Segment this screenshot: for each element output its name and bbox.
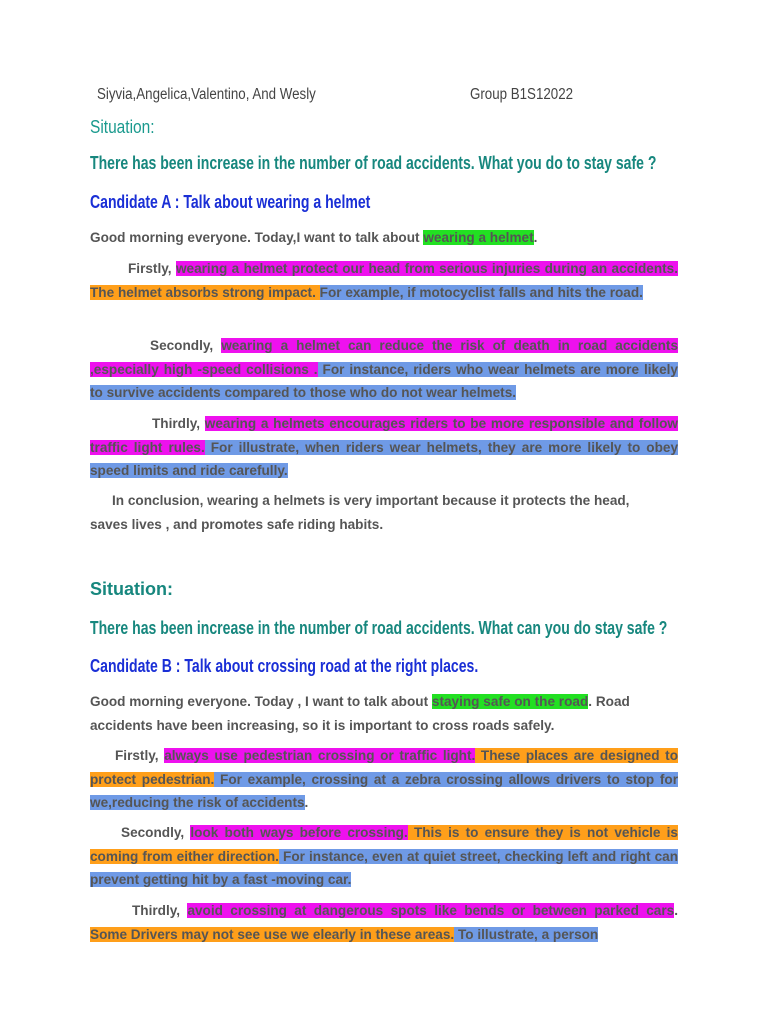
- intro-end: .: [533, 230, 538, 245]
- para-lead: Thirdly,: [152, 416, 205, 431]
- candidate-b-heading: Candidate B : Talk about crossing road at the right places.: [90, 656, 479, 676]
- main-point-highlight: avoid crossing at dangerous spots like bends or between parked cars: [187, 903, 675, 918]
- intro-highlight: staying safe on the road: [431, 694, 589, 709]
- firstly-paragraph-b: [90, 744, 678, 815]
- situation-question-b: There has been increase in the number of road accidents. What can you do stay safe ?: [90, 618, 668, 638]
- reason-highlight: The helmet absorbs strong impact.: [90, 284, 320, 300]
- firstly-paragraph-a: [90, 257, 678, 304]
- thirdly-paragraph-a: [90, 412, 678, 483]
- para-lead: Firstly,: [128, 261, 176, 276]
- reason-highlight: These places are designed to protect pedestrian.: [90, 748, 678, 787]
- intro-paragraph-a: [90, 226, 678, 250]
- intro-paragraph-b: [90, 690, 678, 737]
- main-point-highlight: wearing a helmet can reduce the risk of death in road accidents ,especially high -speed collisions .: [90, 338, 678, 377]
- para-lead: Secondly,: [121, 825, 191, 840]
- main-point-highlight: wearing a helmets encourages riders to be more responsible and follow traffic light rules.: [90, 416, 678, 455]
- situation-heading-a: Situation:: [90, 117, 155, 137]
- candidate-a-heading: Candidate A : Talk about wearing a helmet: [90, 192, 371, 212]
- example-highlight: For illustrate, when riders wear helmets, they are more likely to obey speed limits and ride carefully.: [90, 439, 679, 478]
- example-highlight: For instance, riders who wear helmets are more likely to survive accidents compared to those who do not wear helmets.: [90, 361, 678, 400]
- example-highlight: For instance, even at quiet street, checking left and right can prevent getting hit by a fast -moving car.: [90, 848, 678, 887]
- reason-highlight: Some Drivers may not see use we elearly in these areas.: [90, 926, 455, 942]
- group-code: Group B1S12022: [470, 86, 574, 103]
- secondly-paragraph-b: [90, 821, 678, 892]
- intro-text: Good morning everyone. Today , I want to talk about: [90, 694, 432, 709]
- main-point-highlight: wearing a helmet protect our head from serious injuries during an accidents.: [175, 261, 678, 276]
- example-highlight: For example, crossing at a zebra crossing allows drivers to stop for we,reducing the risk of accidents: [90, 771, 678, 810]
- thirdly-paragraph-b: [90, 899, 678, 946]
- example-highlight: For example, if motocyclist falls and hits the road.: [319, 284, 643, 300]
- situation-question-a: There has been increase in the number of road accidents. What you do to stay safe ?: [90, 153, 657, 173]
- para-end: .: [304, 795, 309, 810]
- conclusion-paragraph-a: In conclusion, wearing a helmets is very important because it protects the head, saves lives , and promotes safe riding habits.: [90, 493, 630, 532]
- intro-highlight: wearing a helmet: [423, 230, 534, 245]
- situation-heading-b: Situation:: [90, 579, 173, 599]
- para-lead: Thirdly,: [132, 903, 188, 918]
- intro-end: . Road accidents have been increasing, so it is important to cross roads safely.: [90, 694, 630, 733]
- para-end: .: [674, 903, 678, 918]
- authors-line: Siyvia,Angelica,Valentino, And Wesly: [97, 86, 316, 103]
- intro-text: Good morning everyone. Today,I want to talk about: [90, 230, 424, 245]
- secondly-paragraph-a: [90, 334, 678, 405]
- example-highlight: To illustrate, a person: [454, 926, 599, 942]
- para-lead: Firstly,: [115, 748, 165, 763]
- main-point-highlight: look both ways before crossing.: [190, 825, 408, 840]
- main-point-highlight: always use pedestrian crossing or traffic light.: [164, 748, 476, 763]
- para-lead: Secondly,: [150, 338, 222, 353]
- reason-highlight: This is to ensure they is not vehicle is coming from either direction.: [90, 825, 678, 864]
